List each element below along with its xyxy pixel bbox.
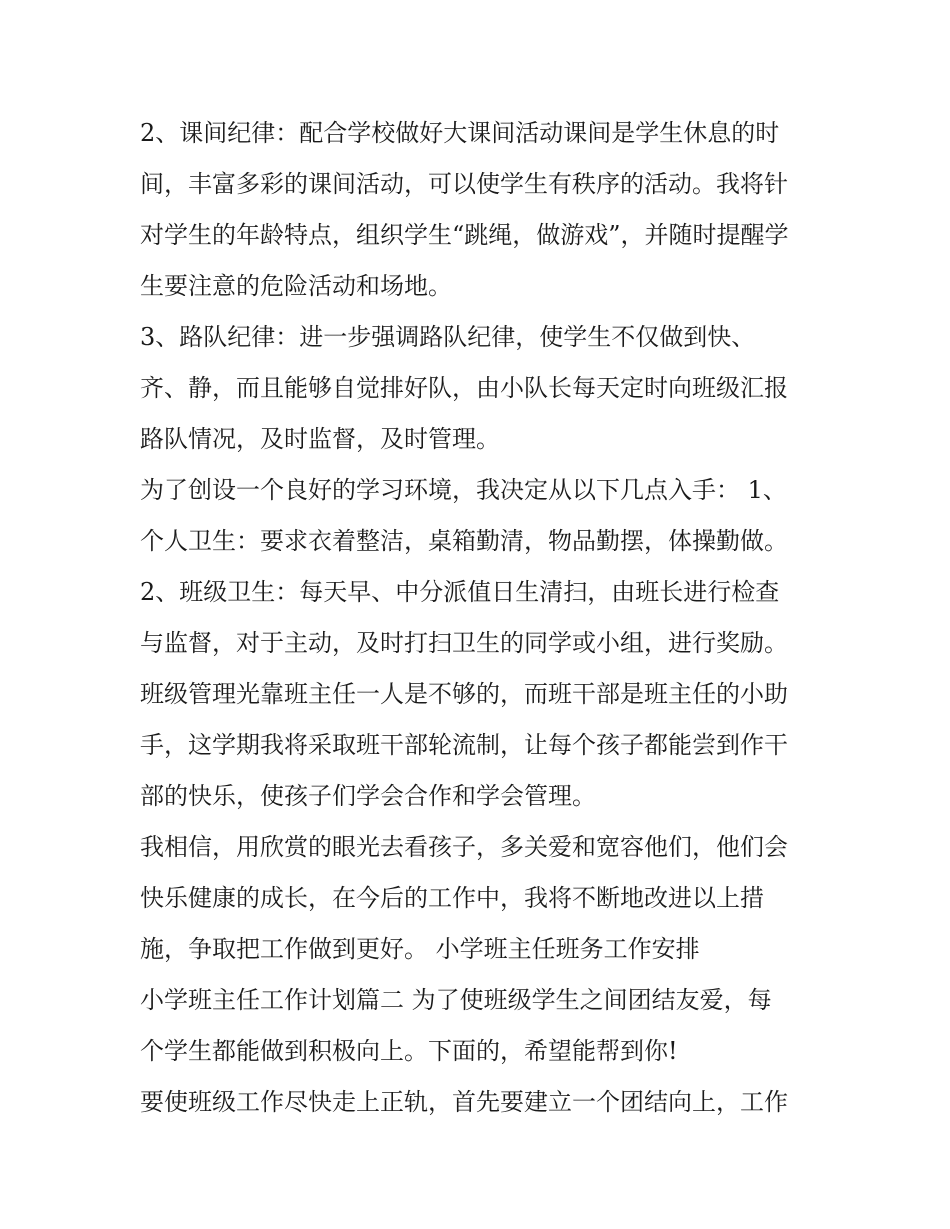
text-line-17: 施，争取把工作做到更好。 小学班主任班务工作安排: [140, 935, 700, 963]
text-line-13: 手，这学期我将采取班干部轮流制，让每个孩子都能尝到作干: [140, 731, 788, 759]
text-line-15: 我相信，用欣赏的眼光去看孩子，多关爱和宽容他们，他们会: [140, 833, 788, 861]
text-line-4: 生要注意的危险活动和场地。: [140, 272, 452, 300]
text-line-18: 小学班主任工作计划篇二 为了使班级学生之间团结友爱，每: [140, 986, 772, 1014]
text-line-10: 2、班级卫生：每天早、中分派值日生清扫，由班长进行检查: [140, 578, 780, 606]
text-line-9: 个人卫生：要求衣着整洁，桌箱勤清，物品勤摆，体操勤做。: [140, 527, 788, 555]
text-line-20: 要使班级工作尽快走上正轨，首先要建立一个团结向上，工作: [140, 1088, 788, 1116]
text-line-8: 为了创设一个良好的学习环境，我决定从以下几点入手： 1、: [140, 476, 787, 504]
text-line-14: 部的快乐，使孩子们学会合作和学会管理。: [140, 782, 596, 810]
text-line-2: 间，丰富多彩的课间活动，可以使学生有秩序的活动。我将针: [140, 170, 788, 198]
text-line-12: 班级管理光靠班主任一人是不够的，而班干部是班主任的小助: [140, 680, 788, 708]
text-line-1: 2、课间纪律：配合学校做好大课间活动课间是学生休息的时: [140, 119, 780, 147]
text-line-19: 个学生都能做到积极向上。下面的，希望能帮到你!: [140, 1037, 678, 1065]
text-line-3: 对学生的年龄特点，组织学生“跳绳，做游戏”，并随时提醒学: [140, 221, 789, 249]
text-line-7: 路队情况，及时监督，及时管理。: [140, 425, 500, 453]
text-line-5: 3、路队纪律：进一步强调路队纪律，使学生不仅做到快、: [140, 323, 756, 351]
text-line-11: 与监督，对于主动，及时打扫卫生的同学或小组，进行奖励。: [140, 629, 788, 657]
text-line-6: 齐、静，而且能够自觉排好队，由小队长每天定时向班级汇报: [140, 374, 788, 402]
text-line-16: 快乐健康的成长，在今后的工作中，我将不断地改进以上措: [140, 884, 764, 912]
document-body: [140, 108, 820, 1128]
